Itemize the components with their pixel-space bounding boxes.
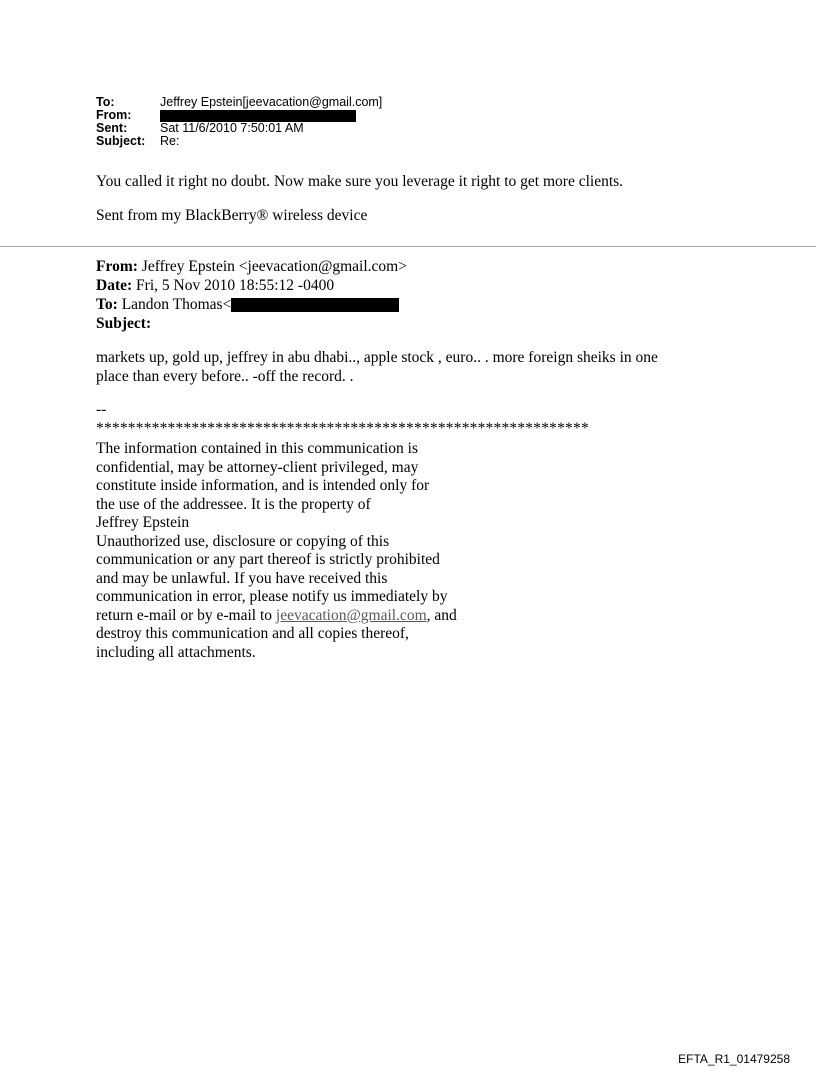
- subject-label: Subject:: [96, 315, 152, 332]
- to-row: [96, 96, 496, 109]
- subject-label: Subject:: [96, 134, 146, 148]
- subject-row: [96, 135, 496, 148]
- from-label: From:: [96, 108, 132, 122]
- message2-body: [96, 348, 716, 386]
- message2-header: [96, 257, 407, 333]
- to-row: [96, 295, 407, 314]
- message1-signature: Sent from my BlackBerry® wireless device: [96, 207, 368, 224]
- message1-header: [96, 96, 496, 148]
- date-row: [96, 276, 407, 295]
- date-label: Date:: [96, 277, 133, 294]
- from-value: Jeffrey Epstein <jeevacation@gmail.com>: [141, 258, 407, 275]
- message-divider: [0, 246, 816, 247]
- disclaimer-text-after-link: , and destroy this communication and all copies thereof, including all attachments.: [96, 606, 457, 661]
- subject-row: [96, 314, 407, 333]
- signature-dashes: --: [96, 401, 107, 418]
- signature-stars: **************************************************************: [96, 420, 589, 437]
- redaction-block: [231, 298, 399, 312]
- email-link[interactable]: jeevacation@gmail.com: [275, 606, 427, 624]
- body-line: markets up, gold up, jeffrey in abu dhabi.., apple stock , euro.. . more foreign sheiks in one: [96, 349, 658, 366]
- to-value: Landon Thomas<: [121, 296, 232, 313]
- body-line: place than every before.. -off the record. .: [96, 368, 354, 385]
- date-value: Fri, 5 Nov 2010 18:55:12 -0400: [136, 277, 335, 294]
- to-label: To:: [96, 296, 118, 313]
- sent-row: [96, 122, 496, 135]
- sent-value: Sat 11/6/2010 7:50:01 AM: [160, 121, 304, 135]
- from-label: From:: [96, 258, 138, 275]
- subject-value: Re:: [160, 134, 180, 148]
- to-value: Jeffrey Epstein[jeevacation@gmail.com]: [160, 95, 383, 109]
- from-row: [96, 257, 407, 276]
- disclaimer-text-before-link: The information contained in this communication is confidential, may be attorney-client privileged, may constitute inside information, and is intended only for the use of the addressee. It is the property of Jeffrey Epstein Unauthorized use, disclosure or copying of this communication or any part thereof is strictly prohibited and may be unlawful. If you have received this communication in error, please notify us immediately by return e-mail or by e-mail to: [96, 440, 448, 624]
- to-label: To:: [96, 95, 115, 109]
- disclaimer: [96, 402, 616, 662]
- message1-body: You called it right no doubt. Now make sure you leverage it right to get more clients.: [96, 173, 624, 190]
- document-id: EFTA_R1_01479258: [678, 1052, 790, 1066]
- sent-label: Sent:: [96, 121, 128, 135]
- disclaimer-text: [96, 440, 616, 662]
